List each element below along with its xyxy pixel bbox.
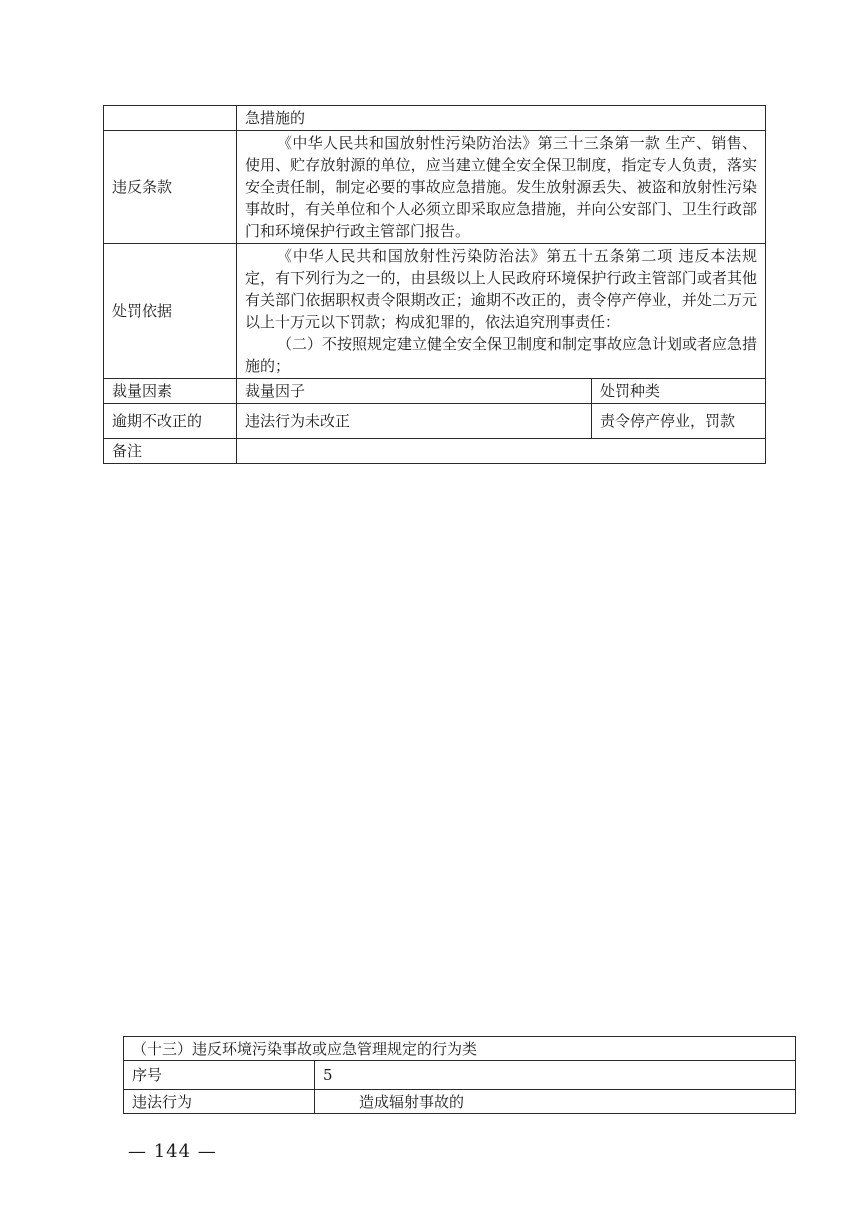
violation-value: 造成辐射事故的 [315, 1090, 796, 1114]
remarks-value [237, 439, 766, 464]
category-title: （十三）违反环境污染事故或应急管理规定的行为类 [124, 1037, 796, 1061]
row-label-penalty-basis: 处罚依据 [104, 244, 237, 379]
row-label [104, 106, 237, 131]
table-row-discretion-header [104, 379, 766, 404]
violation-category-table [123, 1036, 796, 1114]
penalty-discretion-table [103, 105, 766, 464]
cell-overdue-factor: 违法行为未改正 [237, 404, 592, 439]
table-row-category [124, 1037, 796, 1061]
serial-value: 5 [315, 1061, 796, 1090]
table-row-serial [124, 1061, 796, 1090]
table-row-overdue [104, 404, 766, 439]
cell-overdue-penalty: 责令停产停业，罚款 [592, 404, 766, 439]
table-row-continuation [104, 106, 766, 131]
penalty-basis-text [237, 244, 766, 379]
table-row-violated-clause [104, 131, 766, 244]
table-row-violation [124, 1090, 796, 1114]
row-label-violation: 违法行为 [124, 1090, 315, 1114]
violated-clause-text [237, 131, 766, 244]
header-penalty-type: 处罚种类 [592, 379, 766, 404]
penalty-basis-paragraph: 《中华人民共和国放射性污染防治法》第五十五条第二项 违反本法规定，有下列行为之一的，由县级以上人民政府环境保护行政主管部门或者其他有关部门依据职权责令限期改正；逾期不改正的，责令停产停业，并处二万元以上十万元以下罚款；构成犯罪的，依法追究刑事责任： [245, 247, 758, 331]
table-row-penalty-basis [104, 244, 766, 379]
continuation-text: 急措施的 [237, 106, 766, 131]
row-label-violated-clause: 违反条款 [104, 131, 237, 244]
cell-overdue-label: 逾期不改正的 [104, 404, 237, 439]
header-discretion-element: 裁量因素 [104, 379, 237, 404]
violated-clause-paragraph: 《中华人民共和国放射性污染防治法》第三十三条第一款 生产、销售、使用、贮存放射源的单位，应当建立健全安全保卫制度，指定专人负责，落实安全责任制，制定必要的事故应急措施。发生放射源丢失、被盗和放射性污染事故时，有关单位和个人必须立即采取应急措施，并向公安部门、卫生行政部门和环境保护行政主管部门报告。 [245, 134, 758, 240]
penalty-basis-item-2: （二）不按照规定建立健全安全保卫制度和制定事故应急计划或者应急措施的； [245, 335, 758, 375]
row-label-remarks: 备注 [104, 439, 237, 464]
page-number: — 144 — [128, 1141, 217, 1162]
row-label-serial: 序号 [124, 1061, 315, 1090]
table-row-remarks [104, 439, 766, 464]
header-discretion-factor: 裁量因子 [237, 379, 592, 404]
